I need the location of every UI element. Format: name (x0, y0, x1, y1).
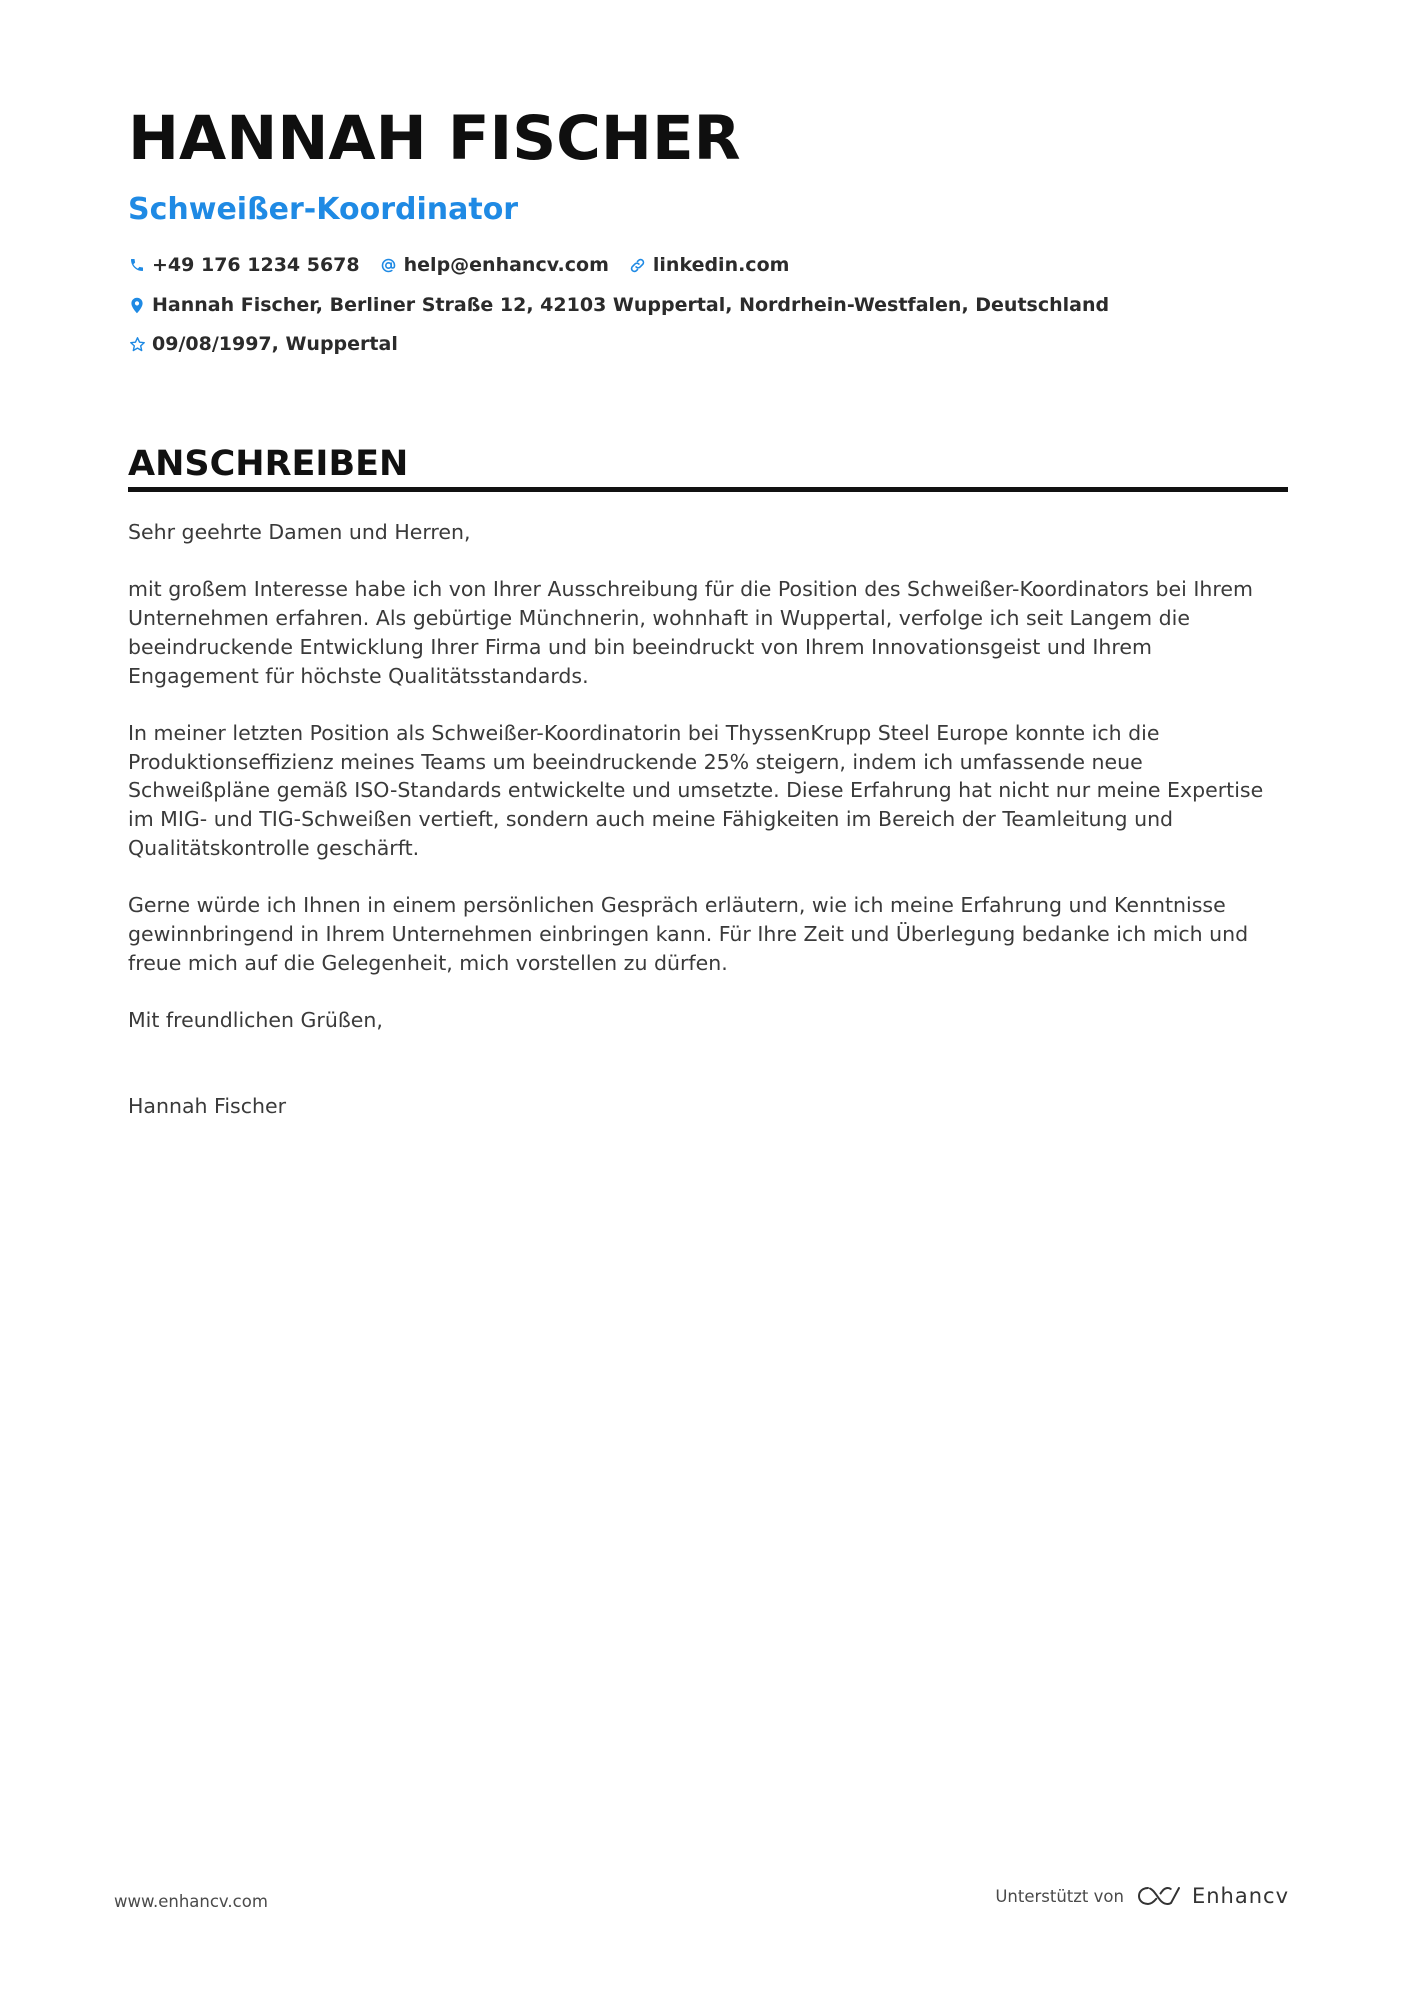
letter-body (128, 518, 1288, 1149)
contact-linkedin (629, 254, 790, 276)
contact-row-birth (128, 333, 418, 355)
birth-date-place: 09/08/1997, Wuppertal (152, 333, 398, 355)
candidate-name: HANNAH FISCHER (128, 103, 741, 174)
contact-row-address (128, 294, 1129, 316)
contact-address (128, 294, 1109, 316)
letter-paragraph: In meiner letzten Position als Schweißer-Koordinatorin bei ThyssenKrupp Steel Europe konnte ich die Produktionseffizienz meines Teams um beeindruckende 25% steigern, indem ich umfassende neue Schweißpläne gemäß ISO-Standards entwickelte und umsetzte. Diese Erfahrung hat nicht nur meine Expertise im MIG- und TIG-Schweißen vertieft, sondern auch meine Fähigkeiten im Bereich der Teamleitung und Qualitätskontrolle geschärft. (128, 720, 1264, 860)
link-icon (629, 256, 647, 274)
footer-powered-by (995, 1884, 1289, 1908)
letter-salutation: Sehr geehrte Damen und Herren, (128, 520, 471, 544)
powered-by-label: Unterstützt von (995, 1886, 1124, 1906)
brand-name: Enhancv (1191, 1884, 1289, 1908)
infinity-icon (1136, 1884, 1182, 1908)
phone-icon (128, 256, 146, 274)
email-address[interactable]: help@enhancv.com (403, 254, 609, 276)
letter-paragraph: Gerne würde ich Ihnen in einem persönlichen Gespräch erläutern, wie ich meine Erfahrung und Kenntnisse gewinnbringend in Ihrem Unternehmen einbringen kann. Für Ihre Zeit und Überlegung bedanke ich mich und freue mich auf die Gelegenheit, mich vorstellen zu dürfen. (128, 893, 1249, 975)
star-icon (128, 335, 146, 353)
contact-row-primary (128, 254, 809, 276)
contact-phone (128, 254, 360, 276)
letter-signature: Hannah Fischer (128, 1093, 287, 1118)
enhancv-logo[interactable] (1136, 1884, 1289, 1908)
address-text: Hannah Fischer, Berliner Straße 12, 42103 Wuppertal, Nordrhein-Westfalen, Deutschland (152, 294, 1110, 316)
letter-closing: Mit freundlichen Grüßen, (128, 1007, 383, 1032)
contact-birth (128, 333, 398, 355)
section-divider (128, 487, 1288, 492)
contact-email (380, 254, 609, 276)
phone-number[interactable]: +49 176 1234 5678 (152, 254, 360, 276)
letter-paragraph: mit großem Interesse habe ich von Ihrer Ausschreibung für die Position des Schweißer-Koordinators bei Ihrem Unternehmen erfahren. Als gebürtige Münchnerin, wohnhaft in Wuppertal, verfolge ich seit Langem die beeindruckende Entwicklung Ihrer Firma und bin beeindruckt von Ihrem Innovationsgeist und Ihrem Engagement für höchste Qualitätsstandards. (128, 577, 1253, 688)
linkedin-link[interactable]: linkedin.com (652, 254, 790, 276)
at-icon (380, 256, 398, 274)
footer-website[interactable]: www.enhancv.com (114, 1892, 268, 1911)
section-heading: ANSCHREIBEN (128, 444, 409, 484)
job-title: Schweißer-Koordinator (128, 192, 519, 227)
location-pin-icon (128, 296, 146, 314)
